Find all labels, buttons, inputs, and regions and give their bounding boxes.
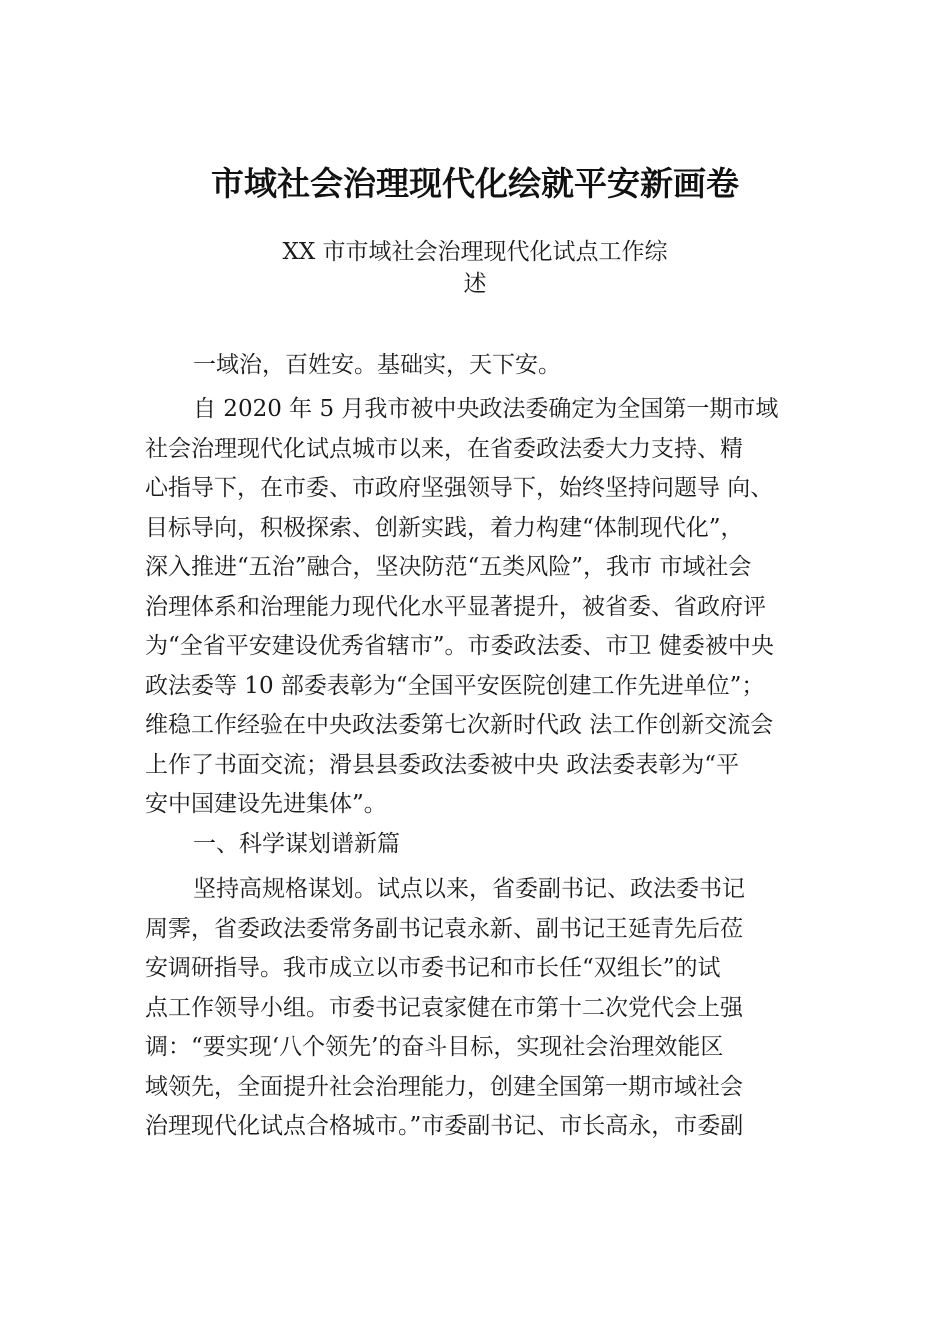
paragraph-line: 调：“要实现‘八个领先’的奋斗目标，实现社会治理效能区 xyxy=(145,1034,724,1060)
paragraph-line: 目标导向，积极探索、创新实践，着力构建“体制现代化”， xyxy=(145,514,744,541)
paragraph-planning xyxy=(145,870,835,1147)
paragraph-intro xyxy=(145,346,835,386)
paragraph-line: 政法委等 10 部委表彰为“全国平安医院创建工作先进单位”； xyxy=(145,672,765,699)
section-heading-text: 一、科学谋划谱新篇 xyxy=(193,831,400,857)
subtitle-line: 述 xyxy=(463,271,487,297)
subtitle-line: XX 市市域社会治理现代化试点工作综 xyxy=(282,239,668,265)
paragraph-line: 一域治，百姓安。基础实，天下安。 xyxy=(193,352,561,378)
paragraph-line: 上作了书面交流；滑县县委政法委被中央 政法委表彰为“平 xyxy=(145,751,740,778)
paragraph-overview xyxy=(145,390,835,825)
paragraph-line: 安中国建设先进集体”。 xyxy=(145,791,387,817)
paragraph-line: 深入推进“五治”融合，坚决防范“五类风险”，我市 市域社会 xyxy=(145,554,752,580)
paragraph-line: 心指导下，在市委、市政府坚强领导下，始终坚持问题导 向、 xyxy=(145,475,774,501)
paragraph-line: 治理体系和治理能力现代化水平显著提升，被省委、省政府评 xyxy=(145,593,766,620)
paragraph-line: 治理现代化试点合格城市。”市委副书记、市长高永，市委副 xyxy=(145,1113,744,1139)
document-subtitle xyxy=(250,236,700,300)
paragraph-line: 周霁，省委政法委常务副书记袁永新、副书记王延青先后莅 xyxy=(145,915,743,942)
document-title: 市域社会治理现代化绘就平安新画卷 xyxy=(211,164,739,203)
section-heading xyxy=(145,825,835,865)
paragraph-line: 安调研指导。我市成立以市委书记和市长任“双组长”的试 xyxy=(145,955,721,981)
paragraph-line: 点工作领导小组。市委书记袁家健在市第十二次党代会上强 xyxy=(145,994,743,1021)
paragraph-line: 坚持高规格谋划。试点以来，省委副书记、政法委书记 xyxy=(193,876,745,902)
paragraph-line: 社会治理现代化试点城市以来，在省委政法委大力支持、精 xyxy=(145,435,743,462)
paragraph-line: 域领先，全面提升社会治理能力，创建全国第一期市域社会 xyxy=(145,1073,743,1100)
paragraph-line: 自 2020 年 5 月我市被中央政法委确定为全国第一期市域 xyxy=(193,396,779,422)
paragraph-line: 为“全省平安建设优秀省辖市”。市委政法委、市卫 健委被中央 xyxy=(145,633,774,659)
paragraph-line: 维稳工作经验在中央政法委第七次新时代政 法工作创新交流会 xyxy=(145,712,774,738)
